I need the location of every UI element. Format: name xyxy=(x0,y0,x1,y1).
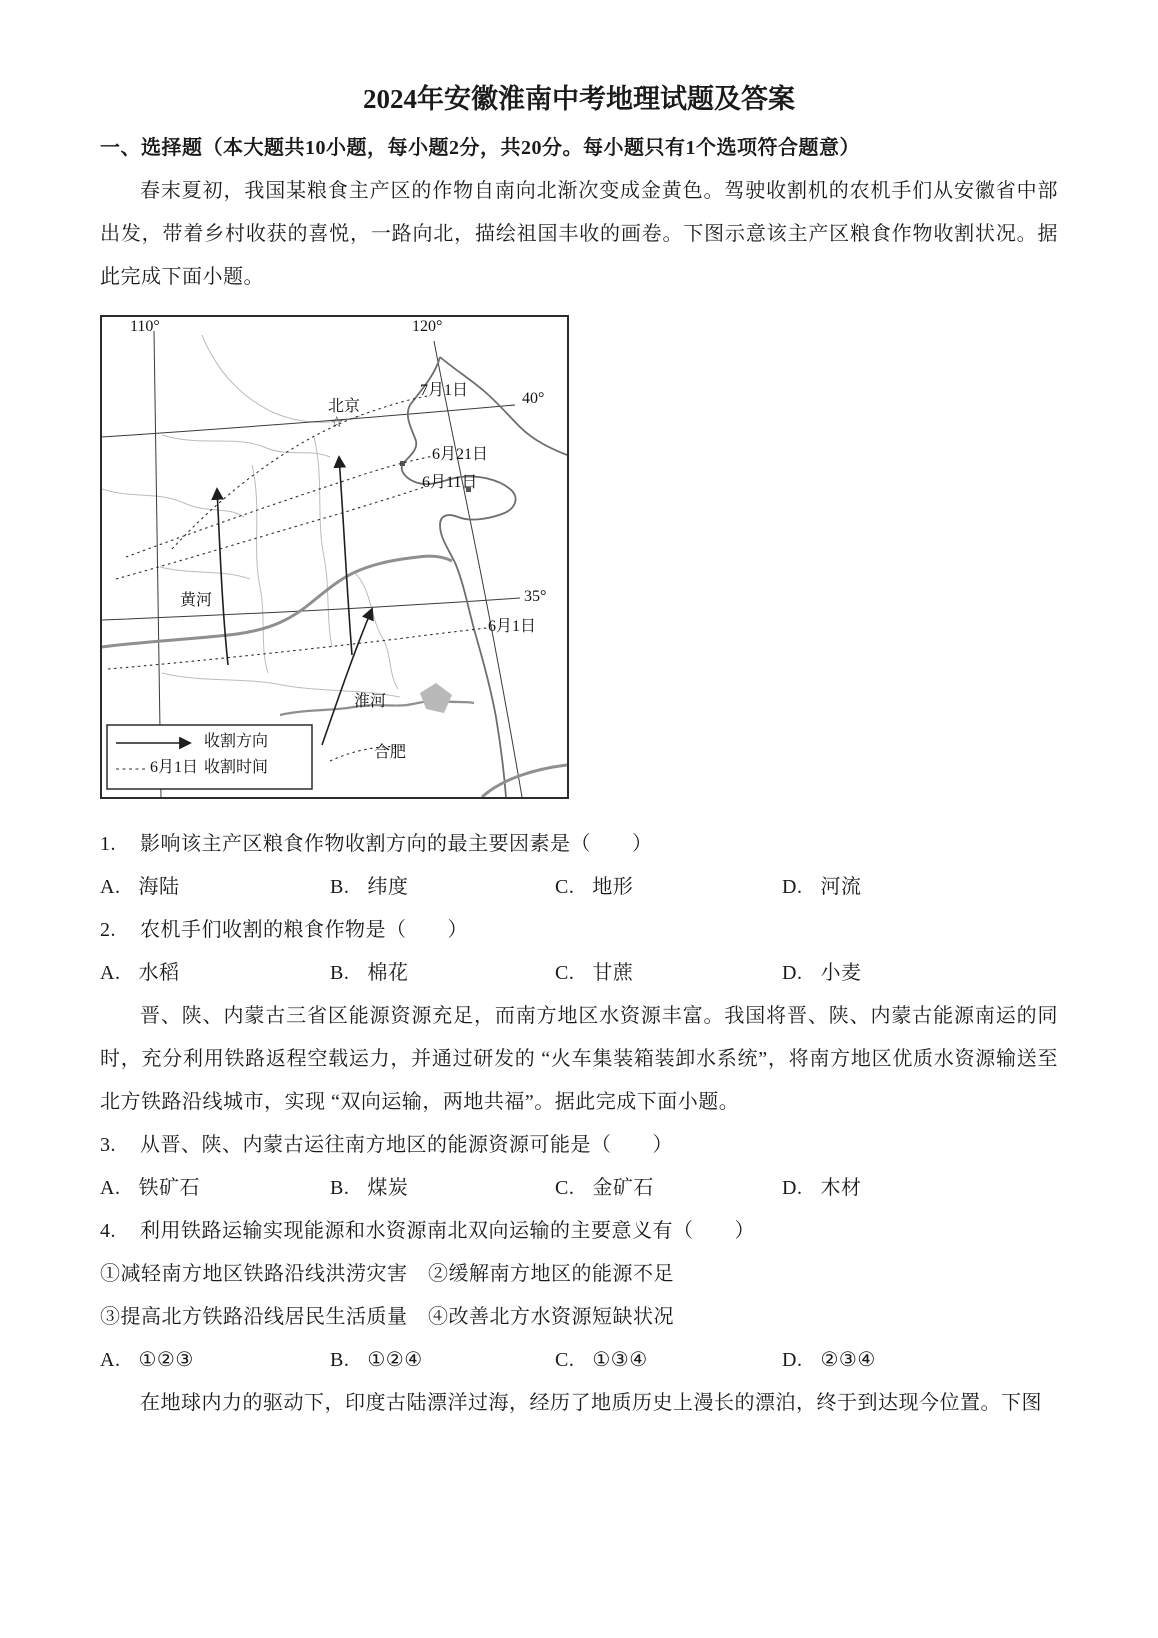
option-1C: C. 地形 xyxy=(555,876,634,898)
map-label-jun11: 6月11日 xyxy=(422,474,478,491)
yellow-river-line xyxy=(102,556,452,647)
question-4-stem: 4. 利用铁路运输实现能源和水资源南北双向运输的主要意义有（ ） xyxy=(100,1210,1058,1253)
legend-date-label: 6月1日 xyxy=(150,759,199,776)
option-1B: B. 纬度 xyxy=(330,876,409,898)
option-1D: D. 河流 xyxy=(782,876,862,898)
harvest-map-graphic xyxy=(102,317,567,797)
option-2C: C. 甘蔗 xyxy=(555,962,634,984)
map-label-jul1: 7月1日 xyxy=(420,382,469,399)
option-2B: B. 棉花 xyxy=(330,962,409,984)
option-4B: B. ①②④ xyxy=(330,1349,423,1371)
question-2-options xyxy=(100,952,1058,995)
page-title: 2024年安徽淮南中考地理试题及答案 xyxy=(363,84,795,114)
question-4-items-34: ③提高北方铁路沿线居民生活质量 ④改善北方水资源短缺状况 xyxy=(100,1306,674,1328)
question-3-number: 3. xyxy=(100,1134,116,1156)
lake-shape xyxy=(420,683,452,713)
map-label-lon110: 110° xyxy=(130,318,160,335)
question-3-options xyxy=(100,1167,1058,1210)
map-label-yellow-river: 黄河 xyxy=(180,592,213,609)
passage-1: 春末夏初，我国某粮食主产区的作物自南向北渐次变成金黄色。驾驶收割机的农机手们从安徽省中部出发，带着乡村收获的喜悦，一路向北，描绘祖国丰收的画卷。下图示意该主产区粮食作物收割状况。据此完成下面小题。 xyxy=(100,180,1058,288)
question-1-options xyxy=(100,866,1058,909)
option-3D: D. 木材 xyxy=(782,1177,862,1199)
option-3C: C. 金矿石 xyxy=(555,1177,654,1199)
passage-2: 晋、陕、内蒙古三省区能源资源充足，而南方地区水资源丰富。我国将晋、陕、内蒙古能源南运的同时，充分利用铁路返程空载运力，并通过研发的 “火车集装箱装卸水系统”，将南方地区优质水资源输送至北方铁路沿线城市，实现 “双向运输，两地共福”。据此完成下面小题。 xyxy=(100,1005,1058,1113)
question-2-number: 2. xyxy=(100,919,116,941)
option-3B: B. 煤炭 xyxy=(330,1177,409,1199)
yangtze-estuary-line xyxy=(482,765,567,797)
section-heading: 一、选择题（本大题共10小题，每小题2分，共20分。每小题只有1个选项符合题意） xyxy=(100,137,860,159)
question-2-stem: 2. 农机手们收割的粮食作物是（ ） xyxy=(100,909,1058,952)
option-4C: C. ①③④ xyxy=(555,1349,648,1371)
question-4-options xyxy=(100,1339,1058,1382)
beijing-star-icon: ☆ xyxy=(330,415,344,431)
map-label-lat40: 40° xyxy=(522,390,545,407)
map-label-jun1: 6月1日 xyxy=(488,618,537,635)
map-label-lon120: 120° xyxy=(412,318,443,335)
question-1-number: 1. xyxy=(100,833,116,855)
option-3A: A. 铁矿石 xyxy=(100,1177,200,1199)
legend-time-label: 收割时间 xyxy=(204,759,269,776)
harvest-direction-arrows xyxy=(217,457,372,745)
map-label-beijing: 北京 xyxy=(328,398,361,415)
passage-3: 在地球内力的驱动下，印度古陆漂洋过海，经历了地质历史上漫长的漂泊，终于到达现今位置。下图 xyxy=(140,1392,1042,1414)
option-2D: D. 小麦 xyxy=(782,962,862,984)
harvest-map-figure xyxy=(100,315,569,799)
option-2A: A. 水稻 xyxy=(100,962,180,984)
question-1-stem: 1. 影响该主产区粮食作物收割方向的最主要因素是（ ） xyxy=(100,823,1058,866)
map-label-lat35: 35° xyxy=(524,588,547,605)
map-label-hefei: 合肥 xyxy=(374,744,407,761)
legend-direction-label: 收割方向 xyxy=(204,733,269,750)
question-4-items-12: ①减轻南方地区铁路沿线洪涝灾害 ②缓解南方地区的能源不足 xyxy=(100,1263,674,1285)
question-3-stem: 3. 从晋、陕、内蒙古运往南方地区的能源资源可能是（ ） xyxy=(100,1124,1058,1167)
option-4D: D. ②③④ xyxy=(782,1349,876,1371)
map-label-huai-river: 淮河 xyxy=(354,693,387,710)
coastline xyxy=(400,357,567,797)
question-4-number: 4. xyxy=(100,1220,116,1242)
option-4A: A. ①②③ xyxy=(100,1349,194,1371)
option-1A: A. 海陆 xyxy=(100,876,180,898)
map-label-jun21: 6月21日 xyxy=(432,446,489,463)
